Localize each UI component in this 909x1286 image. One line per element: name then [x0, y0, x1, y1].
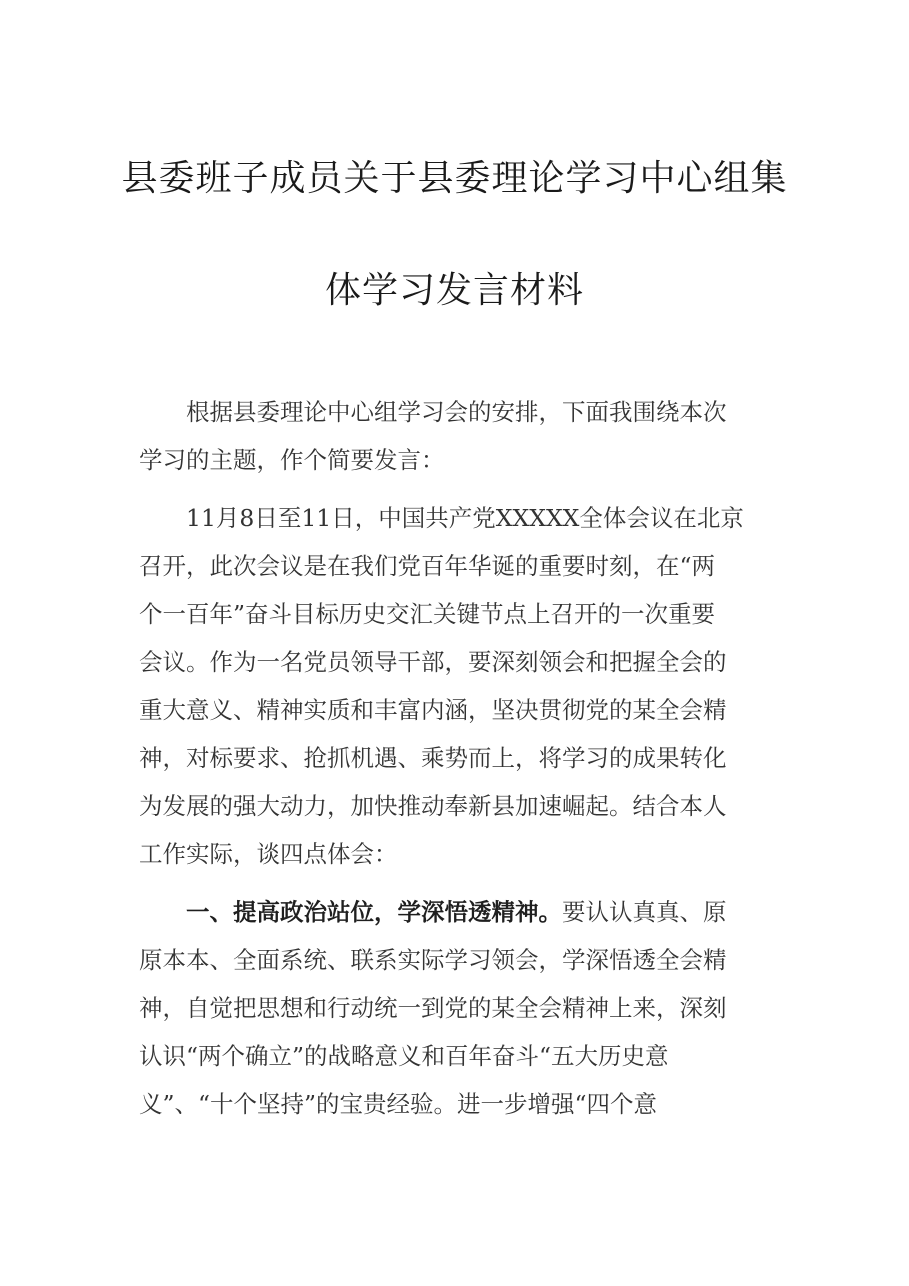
document-title-line-1: 县委班子成员关于县委理论学习中心组集	[121, 158, 788, 199]
section-heading: 一、提高政治站位，学深悟透精神。	[186, 898, 562, 926]
text-line: 个一百年”奋斗目标历史交汇关键节点上召开的一次重要	[139, 600, 716, 628]
text-run: 要认认真真、原	[562, 898, 727, 926]
text-line: 学习的主题，作个简要发言：	[139, 446, 445, 474]
text-line	[186, 897, 727, 927]
text-line: 11月8日至11日，中国共产党XXXXX全体会议在北京	[186, 504, 744, 532]
text-line: 义”、“十个坚持”的宝贵经验。进一步增强“四个意	[139, 1090, 658, 1118]
text-line: 神，对标要求、抢抓机遇、乘势而上，将学习的成果转化	[139, 744, 727, 772]
text-line: 重大意义、精神实质和丰富内涵，坚决贯彻党的某全会精	[139, 696, 727, 724]
text-line: 会议。作为一名党员领导干部，要深刻领会和把握全会的	[139, 648, 727, 676]
text-line: 认识“两个确立”的战略意义和百年奋斗“五大历史意	[139, 1042, 669, 1070]
text-line: 为发展的强大动力，加快推动奉新县加速崛起。结合本人	[139, 792, 727, 820]
text-line: 根据县委理论中心组学习会的安排，下面我围绕本次	[186, 398, 727, 426]
text-line: 召开，此次会议是在我们党百年华诞的重要时刻，在“两	[139, 552, 716, 580]
text-line: 神，自觉把思想和行动统一到党的某全会精神上来，深刻	[139, 994, 727, 1022]
text-line: 原本本、全面系统、联系实际学习领会，学深悟透全会精	[139, 946, 727, 974]
document-body	[139, 0, 761, 1286]
document-title-line-2: 体学习发言材料	[324, 270, 584, 311]
text-line: 工作实际，谈四点体会：	[139, 840, 398, 868]
